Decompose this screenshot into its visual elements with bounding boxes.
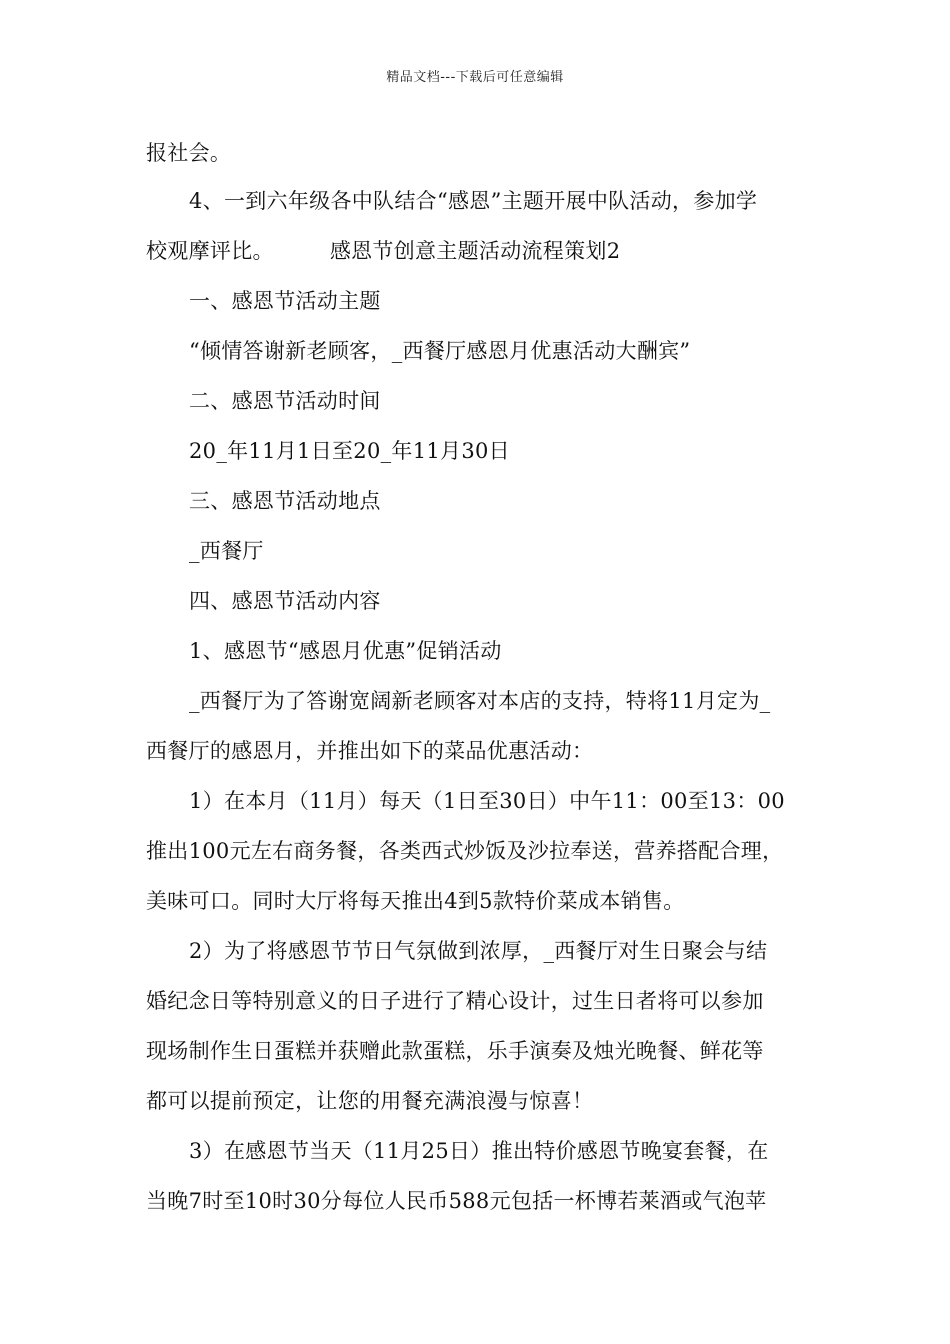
heading-line: 四、感恩节活动内容: [189, 589, 381, 613]
paragraph-line: 都可以提前预定，让您的用餐充满浪漫与惊喜！: [146, 1089, 594, 1113]
paragraph-line: 2）为了将感恩节节日气氛做到浓厚，_西餐厅对生日聚会与结: [189, 939, 768, 963]
paragraph-line: 现场制作生日蛋糕并获赠此款蛋糕，乐手演奏及烛光晚餐、鲜花等: [146, 1039, 764, 1063]
paragraph-line: _西餐厅: [189, 539, 264, 563]
paragraph-line: 美味可口。同时大厅将每天推出4到5款特价菜成本销售。: [146, 889, 685, 913]
paragraph-line: “倾情答谢新老顾客，_西餐厅感恩月优惠活动大酬宾”: [189, 339, 691, 363]
paragraph-line: _西餐厅为了答谢宽阔新老顾客对本店的支持，特将11月定为_: [189, 689, 771, 713]
paragraph-line-with-title: [146, 236, 620, 266]
paragraph-line: 婚纪念日等特别意义的日子进行了精心设计，过生日者将可以参加: [146, 989, 764, 1013]
paragraph-line: 西餐厅的感恩月，并推出如下的菜品优惠活动：: [146, 739, 594, 763]
paragraph-line: 3）在感恩节当天（11月25日）推出特价感恩节晚宴套餐，在: [189, 1139, 769, 1163]
section-title: 感恩节创意主题活动流程策划2: [329, 239, 621, 263]
paragraph-line: 1）在本月（11月）每天（1日至30日）中午11：00至13：00: [189, 789, 785, 813]
heading-line: 二、感恩节活动时间: [189, 389, 381, 413]
paragraph-line: 当晚7时至10时30分每位人民币588元包括一杯博若莱酒或气泡苹: [146, 1189, 767, 1213]
paragraph-line: 报社会。: [146, 141, 232, 165]
paragraph-line: 4、一到六年级各中队结合“感恩”主题开展中队活动，参加学: [189, 189, 758, 213]
paragraph-line: 推出100元左右商务餐，各类西式炒饭及沙拉奉送，营养搭配合理，: [146, 839, 784, 863]
paragraph-line: 20_年11月1日至20_年11月30日: [189, 439, 510, 463]
page-header: 精品文档---下载后可任意编辑: [386, 70, 564, 85]
paragraph-text: 校观摩评比。: [146, 239, 274, 263]
paragraph-line: 1、感恩节“感恩月优惠”促销活动: [189, 639, 502, 663]
heading-line: 三、感恩节活动地点: [189, 489, 381, 513]
heading-line: 一、感恩节活动主题: [189, 289, 381, 313]
